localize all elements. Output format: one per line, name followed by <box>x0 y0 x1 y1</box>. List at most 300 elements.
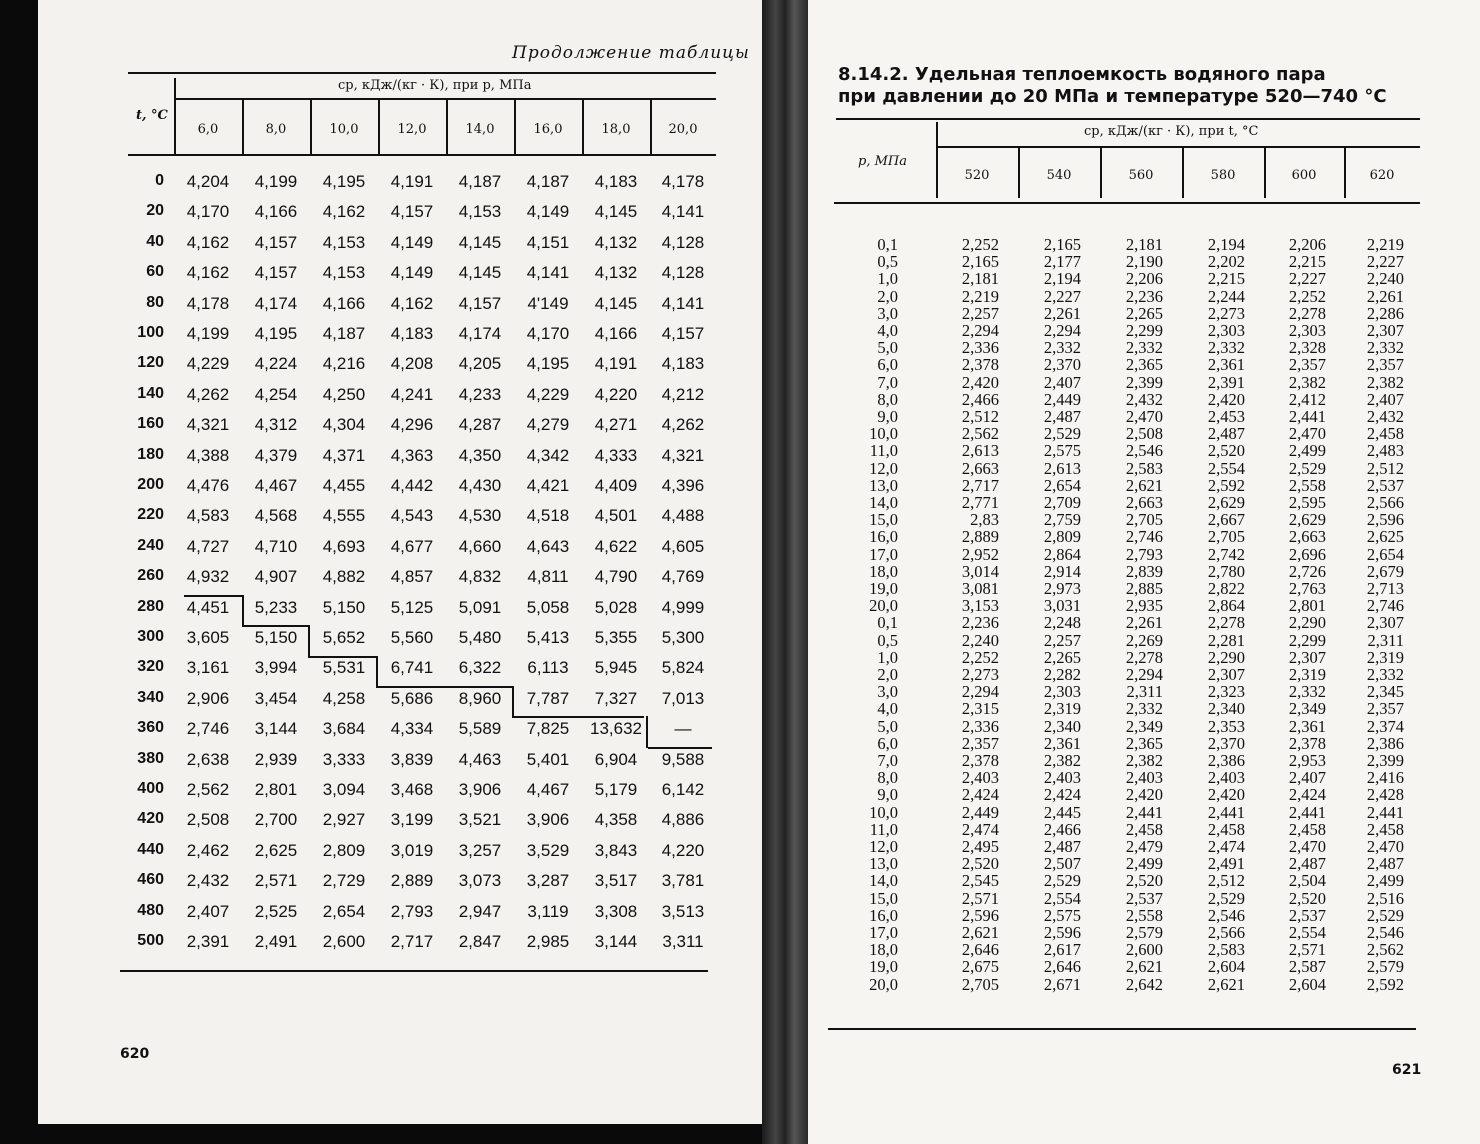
table-cell: 2,479 <box>1125 837 1163 856</box>
table-cell: 2,382 <box>1288 372 1326 392</box>
row-temperature: 0 <box>155 172 164 189</box>
table-cell: 6,741 <box>390 658 434 678</box>
table-cell: 4,149 <box>390 263 434 283</box>
pressure-value: 11,0 <box>869 819 898 839</box>
column-header: 14,0 <box>465 122 495 137</box>
table-cell: 2,165 <box>961 252 999 272</box>
table-cell: 4,162 <box>186 263 230 283</box>
table-cell: 4,191 <box>390 172 434 191</box>
table-cell: 3,094 <box>322 780 366 799</box>
pressure-value: 2,0 <box>877 665 898 684</box>
table-cell: 4,216 <box>322 354 366 374</box>
table-cell: 3,014 <box>961 561 999 581</box>
table-cell: 2,412 <box>1288 389 1326 409</box>
table-cell: 2,889 <box>961 527 999 547</box>
column-header: 540 <box>1046 168 1072 183</box>
table-cell: 2,512 <box>1366 458 1404 478</box>
table-cell: 3,454 <box>254 688 298 708</box>
boundary-segment <box>512 686 514 718</box>
table-cell: 7,787 <box>526 688 570 708</box>
boundary-segment <box>242 595 244 627</box>
table-cell: 4,128 <box>661 263 705 283</box>
table-cell: 2,307 <box>1288 647 1326 667</box>
table-cell: 4,151 <box>526 232 570 252</box>
pressure-value: 16,0 <box>869 905 898 925</box>
table-cell: 2,679 <box>1366 561 1404 581</box>
row-temperature: 500 <box>137 932 164 949</box>
table-cell: 2,809 <box>322 840 366 860</box>
table-cell: 2,554 <box>1043 888 1081 908</box>
table-cell: 4,605 <box>661 536 705 556</box>
table-cell: 4,157 <box>661 324 705 343</box>
table-cell: 2,512 <box>1207 871 1245 891</box>
table-cell: 2,282 <box>1043 665 1081 684</box>
table-cell: 5,560 <box>390 628 434 647</box>
table-cell: 5,125 <box>390 597 434 617</box>
table-cell: 2,215 <box>1288 252 1326 272</box>
table-cell: 2,248 <box>1043 613 1081 633</box>
pressure-value: 8,0 <box>877 768 898 788</box>
table-cell: 2,529 <box>1207 888 1245 908</box>
table-cell: 2,466 <box>961 389 999 409</box>
table-cell: 2,809 <box>1043 527 1081 547</box>
pressure-value: 1,0 <box>877 647 898 667</box>
row-temperature: 480 <box>137 901 164 919</box>
header-divider <box>446 100 448 154</box>
left-group-header: cp, кДж/(кг · К), при p, МПа <box>338 78 532 93</box>
table-cell: 2,319 <box>1288 665 1326 684</box>
table-cell: 3,144 <box>594 932 638 951</box>
table-cell: 2,554 <box>1207 458 1245 478</box>
table-cell: 3,199 <box>390 810 434 830</box>
pressure-value: 18,0 <box>869 561 898 581</box>
pressure-value: 0,1 <box>877 235 898 254</box>
table-cell: 2,613 <box>1043 458 1081 478</box>
table-cell: 2,839 <box>1125 561 1163 581</box>
section-title-line2: при давлении до 20 МПа и температуре 520—740 °С <box>838 86 1387 107</box>
table-cell: 2,265 <box>1043 647 1081 667</box>
table-cell: 2,793 <box>390 901 434 921</box>
table-cell: 2,240 <box>961 630 999 650</box>
table-cell: 4,832 <box>458 567 502 587</box>
table-cell: 2,579 <box>1125 923 1163 942</box>
table-cell: 2,273 <box>1207 303 1245 323</box>
table-cell: 4,157 <box>390 202 434 222</box>
table-cell: 2,546 <box>1366 923 1404 942</box>
table-cell: 4,304 <box>322 415 366 435</box>
table-cell: 2,529 <box>1366 905 1404 925</box>
table-cell: 2,194 <box>1207 235 1245 254</box>
table-cell: 4,162 <box>322 202 366 222</box>
table-cell: 2,462 <box>186 840 230 860</box>
column-header: 20,0 <box>668 122 698 137</box>
table-cell: 3,517 <box>594 871 638 891</box>
table-cell: 6,142 <box>661 780 705 799</box>
table-cell: 4,187 <box>458 172 502 191</box>
row-temperature: 200 <box>137 476 164 493</box>
table-cell: 4,451 <box>186 597 230 617</box>
pressure-value: 17,0 <box>869 544 898 564</box>
header-divider <box>242 100 244 154</box>
table-cell: 2,914 <box>1043 561 1081 581</box>
table-cell: 2,332 <box>1207 338 1245 358</box>
table-cell: 2,952 <box>961 544 999 564</box>
table-cell: 2,906 <box>186 688 230 708</box>
boundary-segment <box>646 716 648 748</box>
table-cell: 2,215 <box>1207 269 1245 289</box>
table-cell: 2,621 <box>961 923 999 942</box>
table-cell: 2,420 <box>961 372 999 392</box>
table-cell: 2,340 <box>1043 716 1081 736</box>
table-cell: 2,537 <box>1288 905 1326 925</box>
table-cell: 4,178 <box>661 172 705 191</box>
page-number-right: 621 <box>1392 1062 1422 1078</box>
table-cell: 5,480 <box>458 628 502 647</box>
table-cell: 2,236 <box>961 613 999 633</box>
table-cell: 4,693 <box>322 536 366 556</box>
pressure-value: 19,0 <box>869 957 898 977</box>
pressure-value: 6,0 <box>877 355 898 375</box>
table-cell: 2,319 <box>1043 699 1081 719</box>
table-cell: 5,652 <box>322 628 366 647</box>
table-cell: 4,388 <box>186 445 230 465</box>
table-cell: 3,684 <box>322 719 366 739</box>
table-cell: 3,308 <box>594 901 638 921</box>
table-cell: 2,407 <box>1288 768 1326 788</box>
right-corner-header: p, МПа <box>858 154 907 169</box>
table-cell: 4,199 <box>254 172 298 191</box>
table-cell: 2,261 <box>1125 613 1163 633</box>
table-cell: 5,413 <box>526 628 570 647</box>
table-cell: 2,219 <box>1366 235 1404 254</box>
table-cell: 5,150 <box>322 597 366 617</box>
table-cell: 4,790 <box>594 567 638 587</box>
boundary-segment <box>514 716 644 718</box>
table-cell: 4,421 <box>526 476 570 495</box>
table-cell: 4,501 <box>594 506 638 526</box>
table-cell: 4,262 <box>661 415 705 435</box>
row-temperature: 460 <box>137 871 164 889</box>
right-table-bottom-rule <box>828 1028 1416 1030</box>
table-cell: 2,596 <box>1366 510 1404 530</box>
table-cell: 2,864 <box>1207 596 1245 616</box>
table-cell: 3,906 <box>458 780 502 799</box>
table-cell: 2,604 <box>1207 957 1245 977</box>
table-cell: 2,420 <box>1207 389 1245 409</box>
table-cell: 2,240 <box>1366 269 1404 289</box>
table-cell: 2,487 <box>1288 854 1326 874</box>
table-cell: 4,195 <box>254 324 298 343</box>
table-cell: 2,546 <box>1125 441 1163 461</box>
table-cell: 2,458 <box>1366 819 1404 839</box>
table-cell: 2,458 <box>1288 819 1326 839</box>
table-cell: 3,311 <box>662 932 704 951</box>
table-cell: 3,994 <box>254 658 298 678</box>
table-cell: 2,935 <box>1125 596 1163 616</box>
table-cell: 3,906 <box>526 810 570 830</box>
left-page <box>38 0 762 1124</box>
table-cell: 4,342 <box>526 445 570 465</box>
table-cell: 2,705 <box>961 974 999 994</box>
table-cell: 2,713 <box>1366 579 1404 598</box>
table-cell: 4,312 <box>254 415 298 435</box>
header-divider <box>378 100 380 154</box>
table-cell: 2,441 <box>1288 802 1326 822</box>
header-divider <box>1344 148 1346 198</box>
table-cell: 2,625 <box>254 840 298 860</box>
table-cell: 2,654 <box>322 901 366 921</box>
table-cell: 4,999 <box>661 597 705 617</box>
table-cell: 2,307 <box>1366 613 1404 633</box>
column-header: 10,0 <box>329 122 359 137</box>
table-cell: 2,386 <box>1207 751 1245 770</box>
section-title-line1: 8.14.2. Удельная теплоемкость водяного пара <box>838 64 1326 85</box>
table-cell: 4,166 <box>322 293 366 313</box>
table-cell: 4,162 <box>186 232 230 252</box>
table-cell: 2,349 <box>1125 716 1163 736</box>
table-cell: 2,953 <box>1288 751 1326 770</box>
column-header: 8,0 <box>265 122 287 137</box>
table-cell: 2,424 <box>1043 785 1081 805</box>
table-cell: 2,428 <box>1366 785 1404 805</box>
table-cell: 2,361 <box>1207 355 1245 375</box>
table-cell: 5,058 <box>526 597 570 617</box>
table-cell: 4,857 <box>390 567 434 587</box>
pressure-value: 20,0 <box>869 596 898 616</box>
table-cell: 3,605 <box>186 628 230 647</box>
table-cell: 4,467 <box>526 780 570 799</box>
table-cell: 2,236 <box>1125 286 1163 306</box>
table-cell: 2,663 <box>961 458 999 478</box>
header-bottom-rule <box>128 154 716 156</box>
pressure-value: 13,0 <box>869 475 898 495</box>
table-cell: 2,663 <box>1288 527 1326 547</box>
table-cell: 4,250 <box>322 384 366 404</box>
table-cell: 2,558 <box>1125 905 1163 925</box>
table-cell: 4,183 <box>594 172 638 191</box>
table-cell: 2,487 <box>1366 854 1404 874</box>
row-temperature: 300 <box>137 628 164 645</box>
column-header: 520 <box>964 168 990 183</box>
table-cell: — <box>674 719 692 739</box>
row-temperature: 360 <box>137 719 164 737</box>
table-cell: 2,571 <box>1288 940 1326 960</box>
table-cell: 2,705 <box>1125 510 1163 530</box>
row-temperature: 60 <box>146 263 164 281</box>
table-cell: 2,487 <box>1207 424 1245 444</box>
pressure-value: 12,0 <box>869 458 898 478</box>
table-cell: 4,932 <box>186 567 230 587</box>
boundary-segment <box>376 656 378 688</box>
boundary-segment <box>308 656 376 658</box>
pressure-value: 11,0 <box>869 441 898 461</box>
row-temperature: 420 <box>137 810 164 828</box>
table-cell: 4,153 <box>322 263 366 283</box>
table-cell: 2,370 <box>1043 355 1081 375</box>
table-cell: 2,801 <box>1288 596 1326 616</box>
boundary-segment <box>184 595 242 597</box>
table-cell: 2,353 <box>1207 716 1245 736</box>
right-group-header: cp, кДж/(кг · К), при t, °С <box>1084 124 1259 139</box>
pressure-value: 4,0 <box>877 699 898 719</box>
table-cell: 2,336 <box>961 338 999 358</box>
table-cell: 4,660 <box>458 536 502 556</box>
table-cell: 3,287 <box>526 871 570 891</box>
table-cell: 3,153 <box>961 596 999 616</box>
table-cell: 4,195 <box>526 354 570 374</box>
table-cell: 4,195 <box>322 172 366 191</box>
row-temperature: 160 <box>137 415 164 433</box>
header-divider <box>1182 148 1184 198</box>
table-cell: 4,530 <box>458 506 502 526</box>
table-cell: 5,531 <box>322 658 366 678</box>
table-cell: 4,145 <box>458 263 502 283</box>
header-divider <box>936 122 938 198</box>
table-cell: 4,455 <box>322 476 366 495</box>
table-cell: 4,174 <box>254 293 298 313</box>
boundary-segment <box>648 747 712 749</box>
table-cell: 2,382 <box>1125 751 1163 770</box>
table-cell: 2,227 <box>1043 286 1081 306</box>
table-cell: 2,378 <box>1288 733 1326 753</box>
table-cell: 2,278 <box>1125 647 1163 667</box>
table-cell: 2,399 <box>1125 372 1163 392</box>
table-cell: 2,181 <box>961 269 999 289</box>
table-cell: 5,945 <box>594 658 638 678</box>
table-cell: 2,507 <box>1043 854 1081 874</box>
table-cell: 2,667 <box>1207 510 1245 530</box>
table-cell: 2,491 <box>1207 854 1245 874</box>
table-cell: 2,365 <box>1125 355 1163 375</box>
table-cell: 4,157 <box>458 293 502 313</box>
table-cell: 2,654 <box>1366 544 1404 564</box>
pressure-value: 0,5 <box>877 252 898 272</box>
table-cell: 2,546 <box>1207 905 1245 925</box>
table-cell: 2,759 <box>1043 510 1081 530</box>
column-header: 600 <box>1291 168 1317 183</box>
row-temperature: 100 <box>137 324 164 341</box>
table-cell: 2,579 <box>1366 957 1404 977</box>
table-cell: 2,696 <box>1288 544 1326 564</box>
table-cell: 4,220 <box>661 840 705 860</box>
table-cell: 4,212 <box>661 384 705 404</box>
table-cell: 3,521 <box>458 810 502 830</box>
table-cell: 2,566 <box>1366 493 1404 512</box>
table-cell: 2,441 <box>1288 407 1326 426</box>
table-cell: 4,555 <box>322 506 366 526</box>
table-cell: 2,525 <box>254 901 298 921</box>
table-cell: 2,587 <box>1288 957 1326 977</box>
table-cell: 2,453 <box>1207 407 1245 426</box>
table-cell: 2,311 <box>1126 682 1163 702</box>
table-cell: 2,403 <box>1207 768 1245 788</box>
table-cell: 2,625 <box>1366 527 1404 547</box>
table-cell: 2,294 <box>1043 321 1081 340</box>
header-divider <box>1018 148 1020 198</box>
table-cell: 4,710 <box>254 536 298 556</box>
table-cell: 2,771 <box>961 493 999 512</box>
table-cell: 2,432 <box>186 871 230 891</box>
table-cell: 4,204 <box>186 172 230 191</box>
table-cell: 2,407 <box>186 901 230 921</box>
table-cell: 2,441 <box>1366 802 1404 822</box>
table-cell: 2,278 <box>1288 303 1326 323</box>
table-cell: 2,621 <box>1207 974 1245 994</box>
table-cell: 2,566 <box>1207 923 1245 942</box>
boundary-segment <box>308 625 310 657</box>
table-cell: 4,128 <box>661 232 705 252</box>
table-cell: 2,583 <box>1207 940 1245 960</box>
table-cell: 2,927 <box>322 810 366 830</box>
table-cell: 2,449 <box>1043 389 1081 409</box>
table-cell: 4,153 <box>458 202 502 222</box>
table-cell: 2,281 <box>1207 630 1245 650</box>
table-cell: 2,299 <box>1288 630 1326 650</box>
table-cell: 4,907 <box>254 567 298 587</box>
table-cell: 2,604 <box>1288 974 1326 994</box>
table-cell: 2,717 <box>390 932 434 951</box>
table-cell: 5,686 <box>390 688 434 708</box>
table-cell: 2,416 <box>1366 768 1404 788</box>
table-cell: 2,307 <box>1207 665 1245 684</box>
table-cell: 2,303 <box>1207 321 1245 340</box>
table-cell: 4,296 <box>390 415 434 435</box>
table-cell: 2,323 <box>1207 682 1245 702</box>
header-divider <box>650 100 652 154</box>
table-cell: 2,600 <box>1125 940 1163 960</box>
pressure-value: 10,0 <box>869 424 898 444</box>
table-cell: 2,529 <box>1043 424 1081 444</box>
table-cell: 2,508 <box>186 810 230 830</box>
table-cell: 4,727 <box>186 536 230 556</box>
row-temperature: 180 <box>137 445 164 463</box>
table-cell: 2,746 <box>1125 527 1163 547</box>
pressure-value: 5,0 <box>877 716 898 736</box>
table-cell: 2,290 <box>1288 613 1326 633</box>
table-cell: 4,334 <box>390 719 434 739</box>
table-cell: 2,361 <box>1288 716 1326 736</box>
table-cell: 2,294 <box>1125 665 1163 684</box>
table-cell: 4,543 <box>390 506 434 526</box>
table-cell: 2,299 <box>1125 321 1163 340</box>
pressure-value: 12,0 <box>869 837 898 856</box>
table-cell: 2,340 <box>1207 699 1245 719</box>
row-temperature: 280 <box>137 597 164 615</box>
pressure-value: 7,0 <box>877 372 898 392</box>
pressure-value: 19,0 <box>869 579 898 598</box>
table-cell: 2,202 <box>1207 252 1245 272</box>
table-cell: 2,554 <box>1288 923 1326 942</box>
table-cell: 2,629 <box>1288 510 1326 530</box>
table-cell: 4,162 <box>390 293 434 313</box>
table-cell: 2,219 <box>961 286 999 306</box>
right-page <box>808 0 1480 1144</box>
row-temperature: 320 <box>137 658 164 676</box>
table-cell: 2,746 <box>1366 596 1404 616</box>
header-divider <box>1264 148 1266 198</box>
table-cell: 3,119 <box>527 901 569 921</box>
continuation-label: Продолжение таблицы <box>512 43 750 63</box>
table-cell: 2,303 <box>1288 321 1326 340</box>
table-cell: 2,654 <box>1043 475 1081 495</box>
table-cell: 2,261 <box>1366 286 1404 306</box>
table-cell: 2,520 <box>961 854 999 874</box>
table-cell: 2,83 <box>970 510 999 530</box>
table-cell: 2,374 <box>1366 716 1404 736</box>
table-cell: 4,396 <box>661 476 705 495</box>
column-header: 12,0 <box>397 122 427 137</box>
table-cell: 2,252 <box>961 235 999 254</box>
